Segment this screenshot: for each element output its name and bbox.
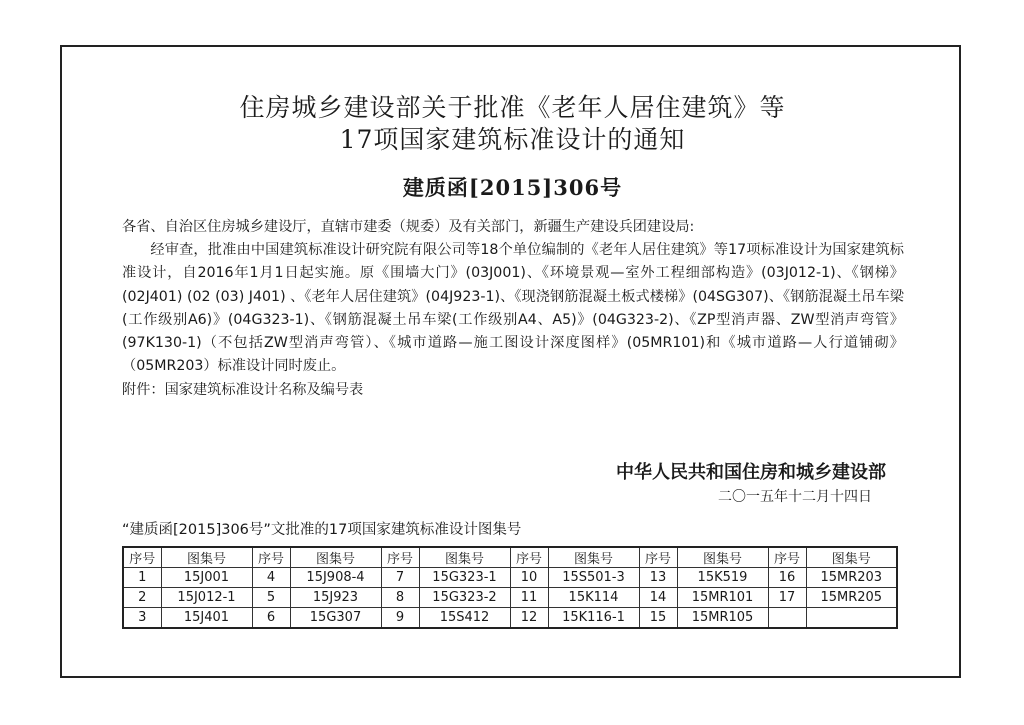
atlas-code-cell: 15S501-3 [548, 568, 639, 588]
seq-cell: 5 [252, 588, 290, 608]
atlas-number-table [122, 546, 898, 629]
atlas-code-cell: 15G307 [290, 608, 381, 629]
atlas-code-cell: 15S412 [419, 608, 510, 629]
atlas-code-cell [806, 608, 897, 629]
issue-date: 二〇一五年十二月十四日 [718, 489, 872, 505]
atlas-code-cell: 15MR203 [806, 568, 897, 588]
seq-cell: 16 [768, 568, 806, 588]
header-seq: 序号 [381, 547, 419, 568]
seq-cell: 14 [639, 588, 677, 608]
seq-cell: 7 [381, 568, 419, 588]
seq-cell: 15 [639, 608, 677, 629]
atlas-code-cell: 15J923 [290, 588, 381, 608]
header-code: 图集号 [548, 547, 639, 568]
atlas-code-cell: 15J012-1 [161, 588, 252, 608]
issuer: 中华人民共和国住房和城乡建设部 [616, 462, 886, 483]
atlas-code-cell: 15K519 [677, 568, 768, 588]
atlas-code-cell: 15K116-1 [548, 608, 639, 629]
seq-cell: 10 [510, 568, 548, 588]
table-row [123, 568, 897, 588]
atlas-code-cell: 15G323-1 [419, 568, 510, 588]
header-code: 图集号 [677, 547, 768, 568]
seq-cell: 3 [123, 608, 161, 629]
atlas-code-cell: 15J001 [161, 568, 252, 588]
seq-cell: 12 [510, 608, 548, 629]
table-row [123, 608, 897, 629]
header-code: 图集号 [806, 547, 897, 568]
seq-cell: 17 [768, 588, 806, 608]
seq-cell: 2 [123, 588, 161, 608]
seq-cell: 1 [123, 568, 161, 588]
attachment-line: 附件：国家建筑标准设计名称及编号表 [122, 382, 364, 398]
header-seq: 序号 [639, 547, 677, 568]
table-header-row [123, 547, 897, 568]
atlas-code-cell: 15K114 [548, 588, 639, 608]
table-caption: “建质函[2015]306号”文批准的17项国家建筑标准设计图集号 [122, 522, 522, 538]
header-seq: 序号 [252, 547, 290, 568]
table-row [123, 588, 897, 608]
document-number: 建质函[2015]306号 [402, 175, 623, 200]
header-seq: 序号 [768, 547, 806, 568]
header-code: 图集号 [161, 547, 252, 568]
header-seq: 序号 [123, 547, 161, 568]
header-seq: 序号 [510, 547, 548, 568]
seq-cell [768, 608, 806, 629]
seq-cell: 8 [381, 588, 419, 608]
notice-paragraph: 经审查，批准由中国建筑标准设计研究院有限公司等18个单位编制的《老年人居住建筑》等17项标准设计为国家建筑标准设计，自2016年1月1日起实施。原《围墙大门》(03J001)、《环境景观—室外工程细部构造》(03J012-1)、《钢梯》(02J401) (02 (03) J401) 、《老年人居住建筑》(04J923-1)、《现浇钢筋混凝土板式楼梯》(04SG307)、《钢筋混凝土吊车梁(工作级别A6)》(04G323-1)、《钢筋混凝土吊车梁(工作级别A4、A5)》(04G323-2)、《ZP型消声器、ZW型消声弯管》(97K130-1)（不包括ZW型消声弯管）、《城市道路—施工图设计深度图样》(05MR101)和《城市道路—人行道铺砌》（05MR203）标准设计同时废止。 [122, 242, 904, 375]
atlas-code-cell: 15MR105 [677, 608, 768, 629]
header-code: 图集号 [290, 547, 381, 568]
atlas-code-cell: 15J401 [161, 608, 252, 629]
salutation: 各省、自治区住房城乡建设厅，直辖市建委（规委）及有关部门，新疆生产建设兵团建设局: [122, 219, 695, 235]
atlas-code-cell: 15G323-2 [419, 588, 510, 608]
notice-title-line1: 住房城乡建设部关于批准《老年人居住建筑》等 [239, 93, 786, 122]
seq-cell: 6 [252, 608, 290, 629]
atlas-code-cell: 15J908-4 [290, 568, 381, 588]
header-code: 图集号 [419, 547, 510, 568]
atlas-code-cell: 15MR205 [806, 588, 897, 608]
atlas-code-cell: 15MR101 [677, 588, 768, 608]
notice-title-line2: 17项国家建筑标准设计的通知 [339, 125, 686, 154]
seq-cell: 4 [252, 568, 290, 588]
seq-cell: 13 [639, 568, 677, 588]
seq-cell: 11 [510, 588, 548, 608]
seq-cell: 9 [381, 608, 419, 629]
